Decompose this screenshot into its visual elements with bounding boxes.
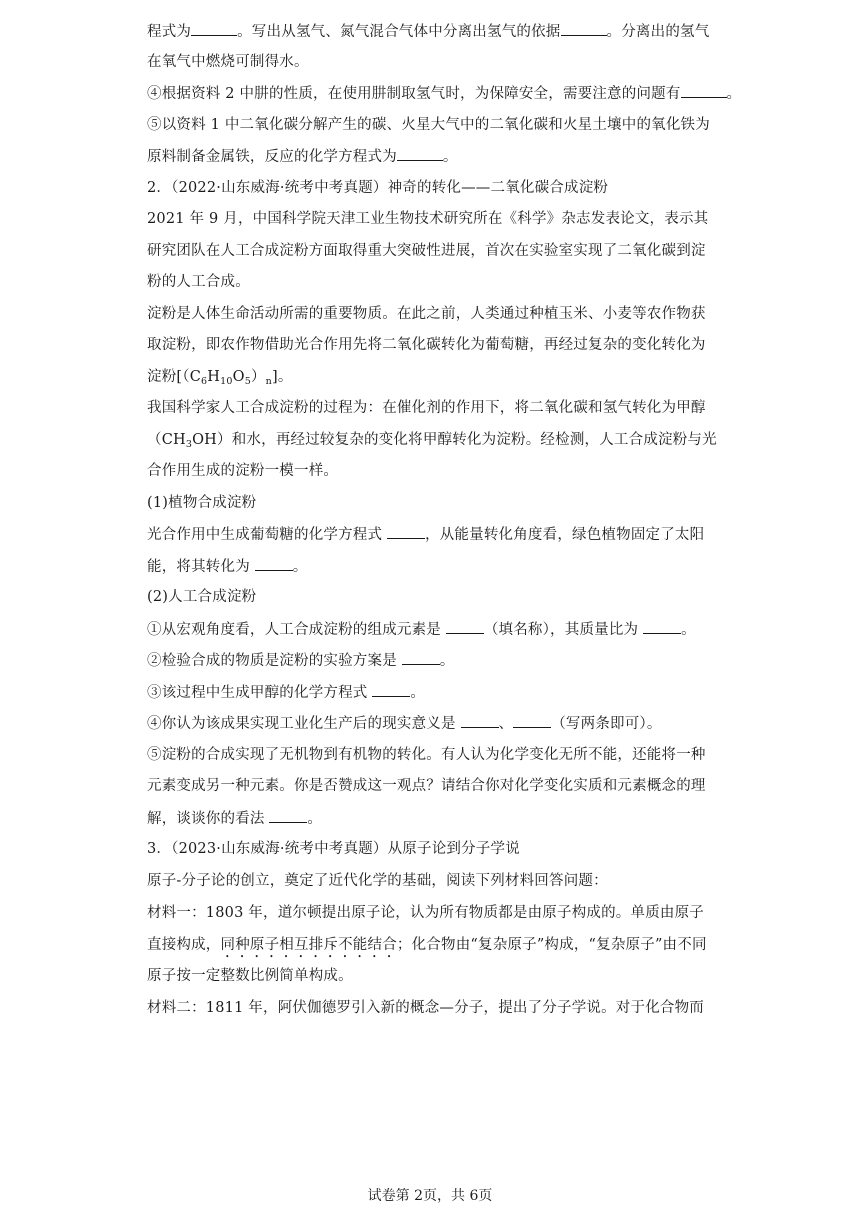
text-segment: ④你认为该成果实现工业化生产后的现实意义是 [147, 716, 461, 732]
text-segment: 解，谈谈你的看法 [147, 811, 270, 827]
text-segment: 我国科学家人工合成淀粉的过程为：在催化剂的作用下，将二氧化碳和氢气转化为甲醇 [147, 400, 706, 416]
text-line [147, 241, 742, 261]
text-line [147, 650, 742, 671]
answer-blank[interactable] [643, 619, 681, 634]
text-segment: 、 [498, 716, 514, 732]
text-segment: 原子-分子论的创立，奠定了近代化学的基础，阅读下列材料回答问题： [147, 873, 608, 889]
text-line [147, 713, 742, 734]
text-segment: 粉的人工合成。 [147, 274, 250, 290]
answer-blank[interactable] [402, 650, 440, 665]
text-line [147, 966, 742, 986]
answer-blank[interactable] [191, 21, 237, 36]
text-segment: （CH [147, 432, 186, 448]
text-segment: 。 [726, 86, 742, 102]
subscript: 6 [201, 376, 208, 387]
text-segment: （写两条即可）。 [551, 716, 662, 732]
text-line [147, 52, 742, 72]
text-segment: ） [250, 369, 266, 385]
text-segment: ④根据资料 2 中肼的性质，在使用肼制取氢气时，为保障安全，需要注意的问题有 [147, 86, 681, 102]
text-segment: ③该过程中生成甲醇的化学方程式 [147, 685, 373, 701]
text-segment: ]。 [272, 369, 293, 385]
text-segment: 2021 年 9 月，中国科学院天津工业生物技术研究所在《科学》杂志发表论文，表示其 [147, 211, 709, 227]
text-segment: 光合作用中生成葡萄糖的化学方程式 [147, 527, 388, 543]
text-line [147, 209, 742, 229]
text-segment: O [232, 369, 245, 385]
text-segment: 。写出从氢气、氮气混合气体中分离出氢气的依据 [237, 24, 561, 40]
answer-blank[interactable] [397, 146, 443, 161]
text-segment: 直接构成， [147, 937, 221, 953]
text-segment: 。 [292, 559, 308, 575]
text-segment: 。 [442, 149, 458, 165]
text-segment: OH）和水，再经过较复杂的变化将甲醇转化为淀粉。经检测，人工合成淀粉与光 [192, 432, 717, 448]
text-segment: 。 [307, 811, 323, 827]
text-line [147, 21, 742, 42]
text-segment: ⑤以资料 1 中二氧化碳分解产生的碳、火星大气中的二氧化碳和火星土壤中的氧化铁为 [147, 117, 710, 133]
answer-blank[interactable] [387, 524, 425, 539]
answer-blank[interactable] [372, 682, 410, 697]
answer-blank[interactable] [681, 83, 727, 98]
text-segment: 。 [439, 653, 455, 669]
text-segment: 淀粉是人体生命活动所需的重要物质。在此之前，人类通过种植玉米、小麦等农作物获 [147, 306, 706, 322]
text-segment: 程式为 [147, 24, 192, 40]
subscript: n [265, 376, 272, 387]
subscript: 3 [185, 439, 193, 450]
text-segment: (1)植物合成淀粉 [147, 495, 257, 511]
subscript: 10 [220, 376, 233, 387]
text-segment: ，从能量转化角度看，绿色植物固定了太阳 [425, 527, 705, 543]
text-segment: 原料制备金属铁，反应的化学方程式为 [147, 149, 397, 165]
text-line [147, 83, 742, 104]
text-line [147, 556, 742, 577]
text-line [147, 367, 742, 387]
text-segment: 2．（2022·山东威海·统考中考真题）神奇的转化——二氧化碳合成淀粉 [147, 180, 609, 196]
text-segment: 3．（2023·山东威海·统考中考真题）从原子论到分子学说 [147, 841, 520, 857]
text-line [147, 839, 742, 859]
text-line [147, 808, 742, 829]
text-line [147, 430, 742, 450]
text-line [147, 335, 742, 355]
text-line [147, 178, 742, 198]
emphasized-text: 同种原子相互排斥不能结合 [220, 937, 397, 953]
text-segment: 。 [681, 622, 696, 638]
text-line [147, 871, 742, 891]
text-line [147, 493, 742, 513]
answer-blank[interactable] [255, 556, 293, 571]
answer-blank[interactable] [561, 21, 607, 36]
page-footer: 试卷第 2页，共 6页 [367, 1188, 493, 1204]
text-segment: ②检验合成的物质是淀粉的实验方案是 [147, 653, 402, 669]
text-line [147, 398, 742, 418]
text-line [147, 745, 742, 765]
text-segment: 元素变成另一种元素。你是否赞成这一观点？请结合你对化学变化实质和元素概念的理 [147, 778, 706, 794]
text-segment: 淀粉[（C [147, 369, 202, 385]
text-line [147, 524, 742, 545]
text-line [147, 272, 742, 292]
text-line [147, 619, 742, 640]
text-line [147, 682, 742, 703]
text-segment: ⑤淀粉的合成实现了无机物到有机物的转化。有人认为化学变化无所不能，还能将一种 [147, 747, 706, 763]
text-segment: ；化合物由“复杂原子”构成，“复杂原子”由不同 [396, 937, 707, 953]
text-segment: 合作用生成的淀粉一模一样。 [147, 463, 339, 479]
answer-blank[interactable] [513, 713, 551, 728]
text-line [147, 115, 742, 135]
text-segment: 原子按一定整数比例简单构成。 [147, 968, 353, 984]
text-segment: 材料一：1803 年，道尔顿提出原子论，认为所有物质都是由原子构成的。单质由原子 [147, 905, 705, 921]
text-line [147, 461, 742, 481]
text-line [147, 935, 742, 961]
text-segment: H [207, 369, 221, 385]
text-segment: 。 [410, 685, 426, 701]
text-line [147, 903, 742, 923]
text-segment: ①从宏观角度看，人工合成淀粉的组成元素是 [147, 622, 446, 638]
text-line [147, 587, 742, 607]
text-segment: 能，将其转化为 [147, 559, 255, 575]
text-line [147, 998, 742, 1018]
text-segment: 取淀粉，即农作物借助光合作用先将二氧化碳转化为葡萄糖，再经过复杂的变化转化为 [147, 337, 706, 353]
text-segment: （填名称），其质量比为 [483, 622, 644, 638]
text-segment: 研究团队在人工合成淀粉方面取得重大突破性进展，首次在实验室实现了二氧化碳到淀 [147, 243, 706, 259]
text-segment: 在氧气中燃烧可制得水。 [147, 54, 309, 70]
text-segment: 。分离出的氢气 [606, 24, 710, 40]
answer-blank[interactable] [269, 808, 307, 823]
text-line [147, 146, 742, 167]
answer-blank[interactable] [446, 619, 484, 634]
answer-blank[interactable] [461, 713, 499, 728]
text-line [147, 304, 742, 324]
text-segment: 材料二：1811 年，阿伏伽德罗引入新的概念—分子，提出了分子学说。对于化合物而 [147, 1000, 705, 1016]
text-segment: (2)人工合成淀粉 [147, 589, 257, 605]
subscript: 5 [244, 376, 251, 387]
text-line [147, 776, 742, 796]
